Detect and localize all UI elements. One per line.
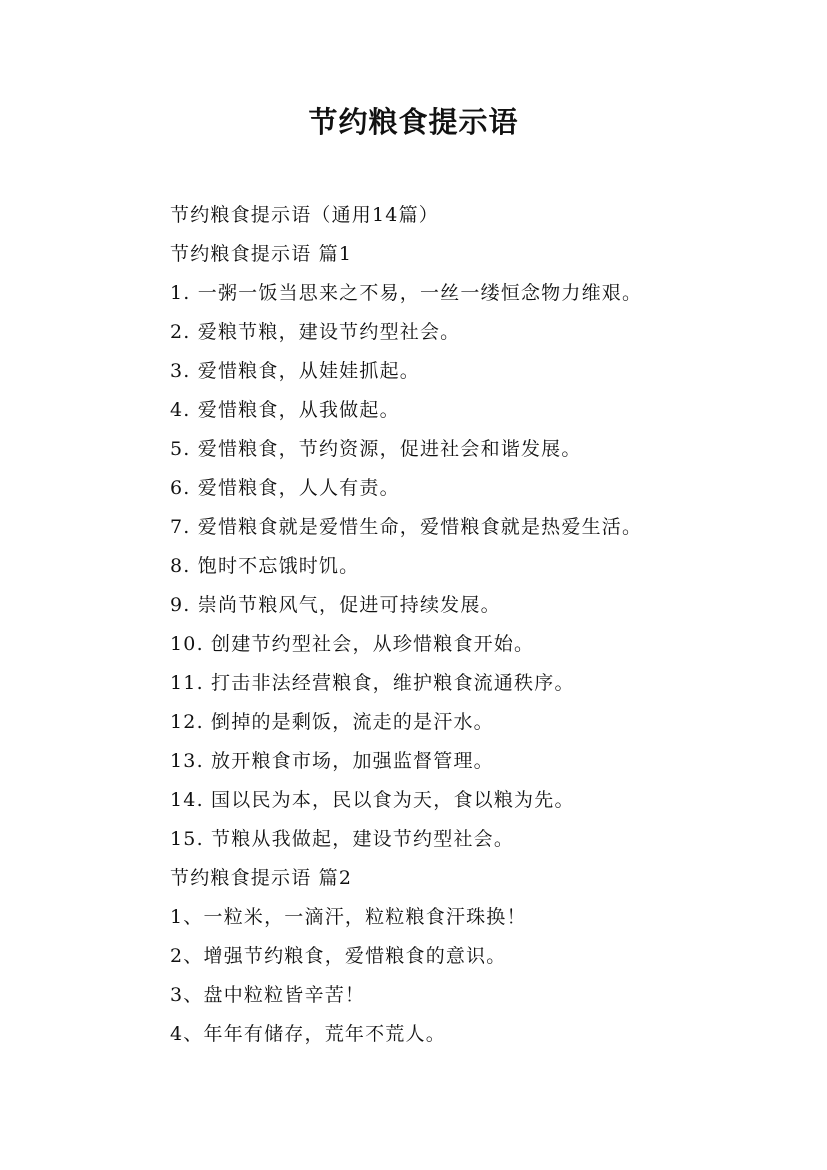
- list-item: 5. 爱惜粮食，节约资源，促进社会和谐发展。: [170, 438, 582, 460]
- section-heading-1: 节约粮食提示语 篇1: [170, 243, 353, 265]
- list-item: 4. 爱惜粮食，从我做起。: [170, 399, 400, 421]
- list-item: 11. 打击非法经营粮食，维护粮食流通秩序。: [170, 672, 575, 694]
- list-item: 14. 国以民为本，民以食为天，食以粮为先。: [170, 789, 575, 811]
- list-item: 1、一粒米，一滴汗，粒粒粮食汗珠换！: [170, 906, 527, 928]
- list-item: 2、增强节约粮食，爱惜粮食的意识。: [170, 945, 507, 967]
- list-item: 13. 放开粮食市场，加强监督管理。: [170, 750, 494, 772]
- subtitle-line: 节约粮食提示语（通用14篇）: [170, 204, 439, 226]
- list-item: 10. 创建节约型社会，从珍惜粮食开始。: [170, 633, 535, 655]
- list-item: 7. 爱惜粮食就是爱惜生命，爱惜粮食就是热爱生活。: [170, 516, 643, 538]
- document-body: [170, 196, 770, 1054]
- document-title: 节约粮食提示语: [308, 105, 519, 139]
- list-item: 8. 饱时不忘饿时饥。: [170, 555, 360, 577]
- list-item: 1. 一粥一饭当思来之不易，一丝一缕恒念物力维艰。: [170, 282, 643, 304]
- list-item: 12. 倒掉的是剩饭，流走的是汗水。: [170, 711, 494, 733]
- list-item: 3、盘中粒粒皆辛苦！: [170, 984, 366, 1006]
- list-item: 9. 崇尚节粮风气，促进可持续发展。: [170, 594, 501, 616]
- list-item: 15. 节粮从我做起，建设节约型社会。: [170, 828, 515, 850]
- section-heading-2: 节约粮食提示语 篇2: [170, 867, 353, 889]
- list-item: 4、年年有储存，荒年不荒人。: [170, 1023, 446, 1045]
- list-item: 3. 爱惜粮食，从娃娃抓起。: [170, 360, 420, 382]
- list-item: 6. 爱惜粮食，人人有责。: [170, 477, 400, 499]
- list-item: 2. 爱粮节粮，建设节约型社会。: [170, 321, 461, 343]
